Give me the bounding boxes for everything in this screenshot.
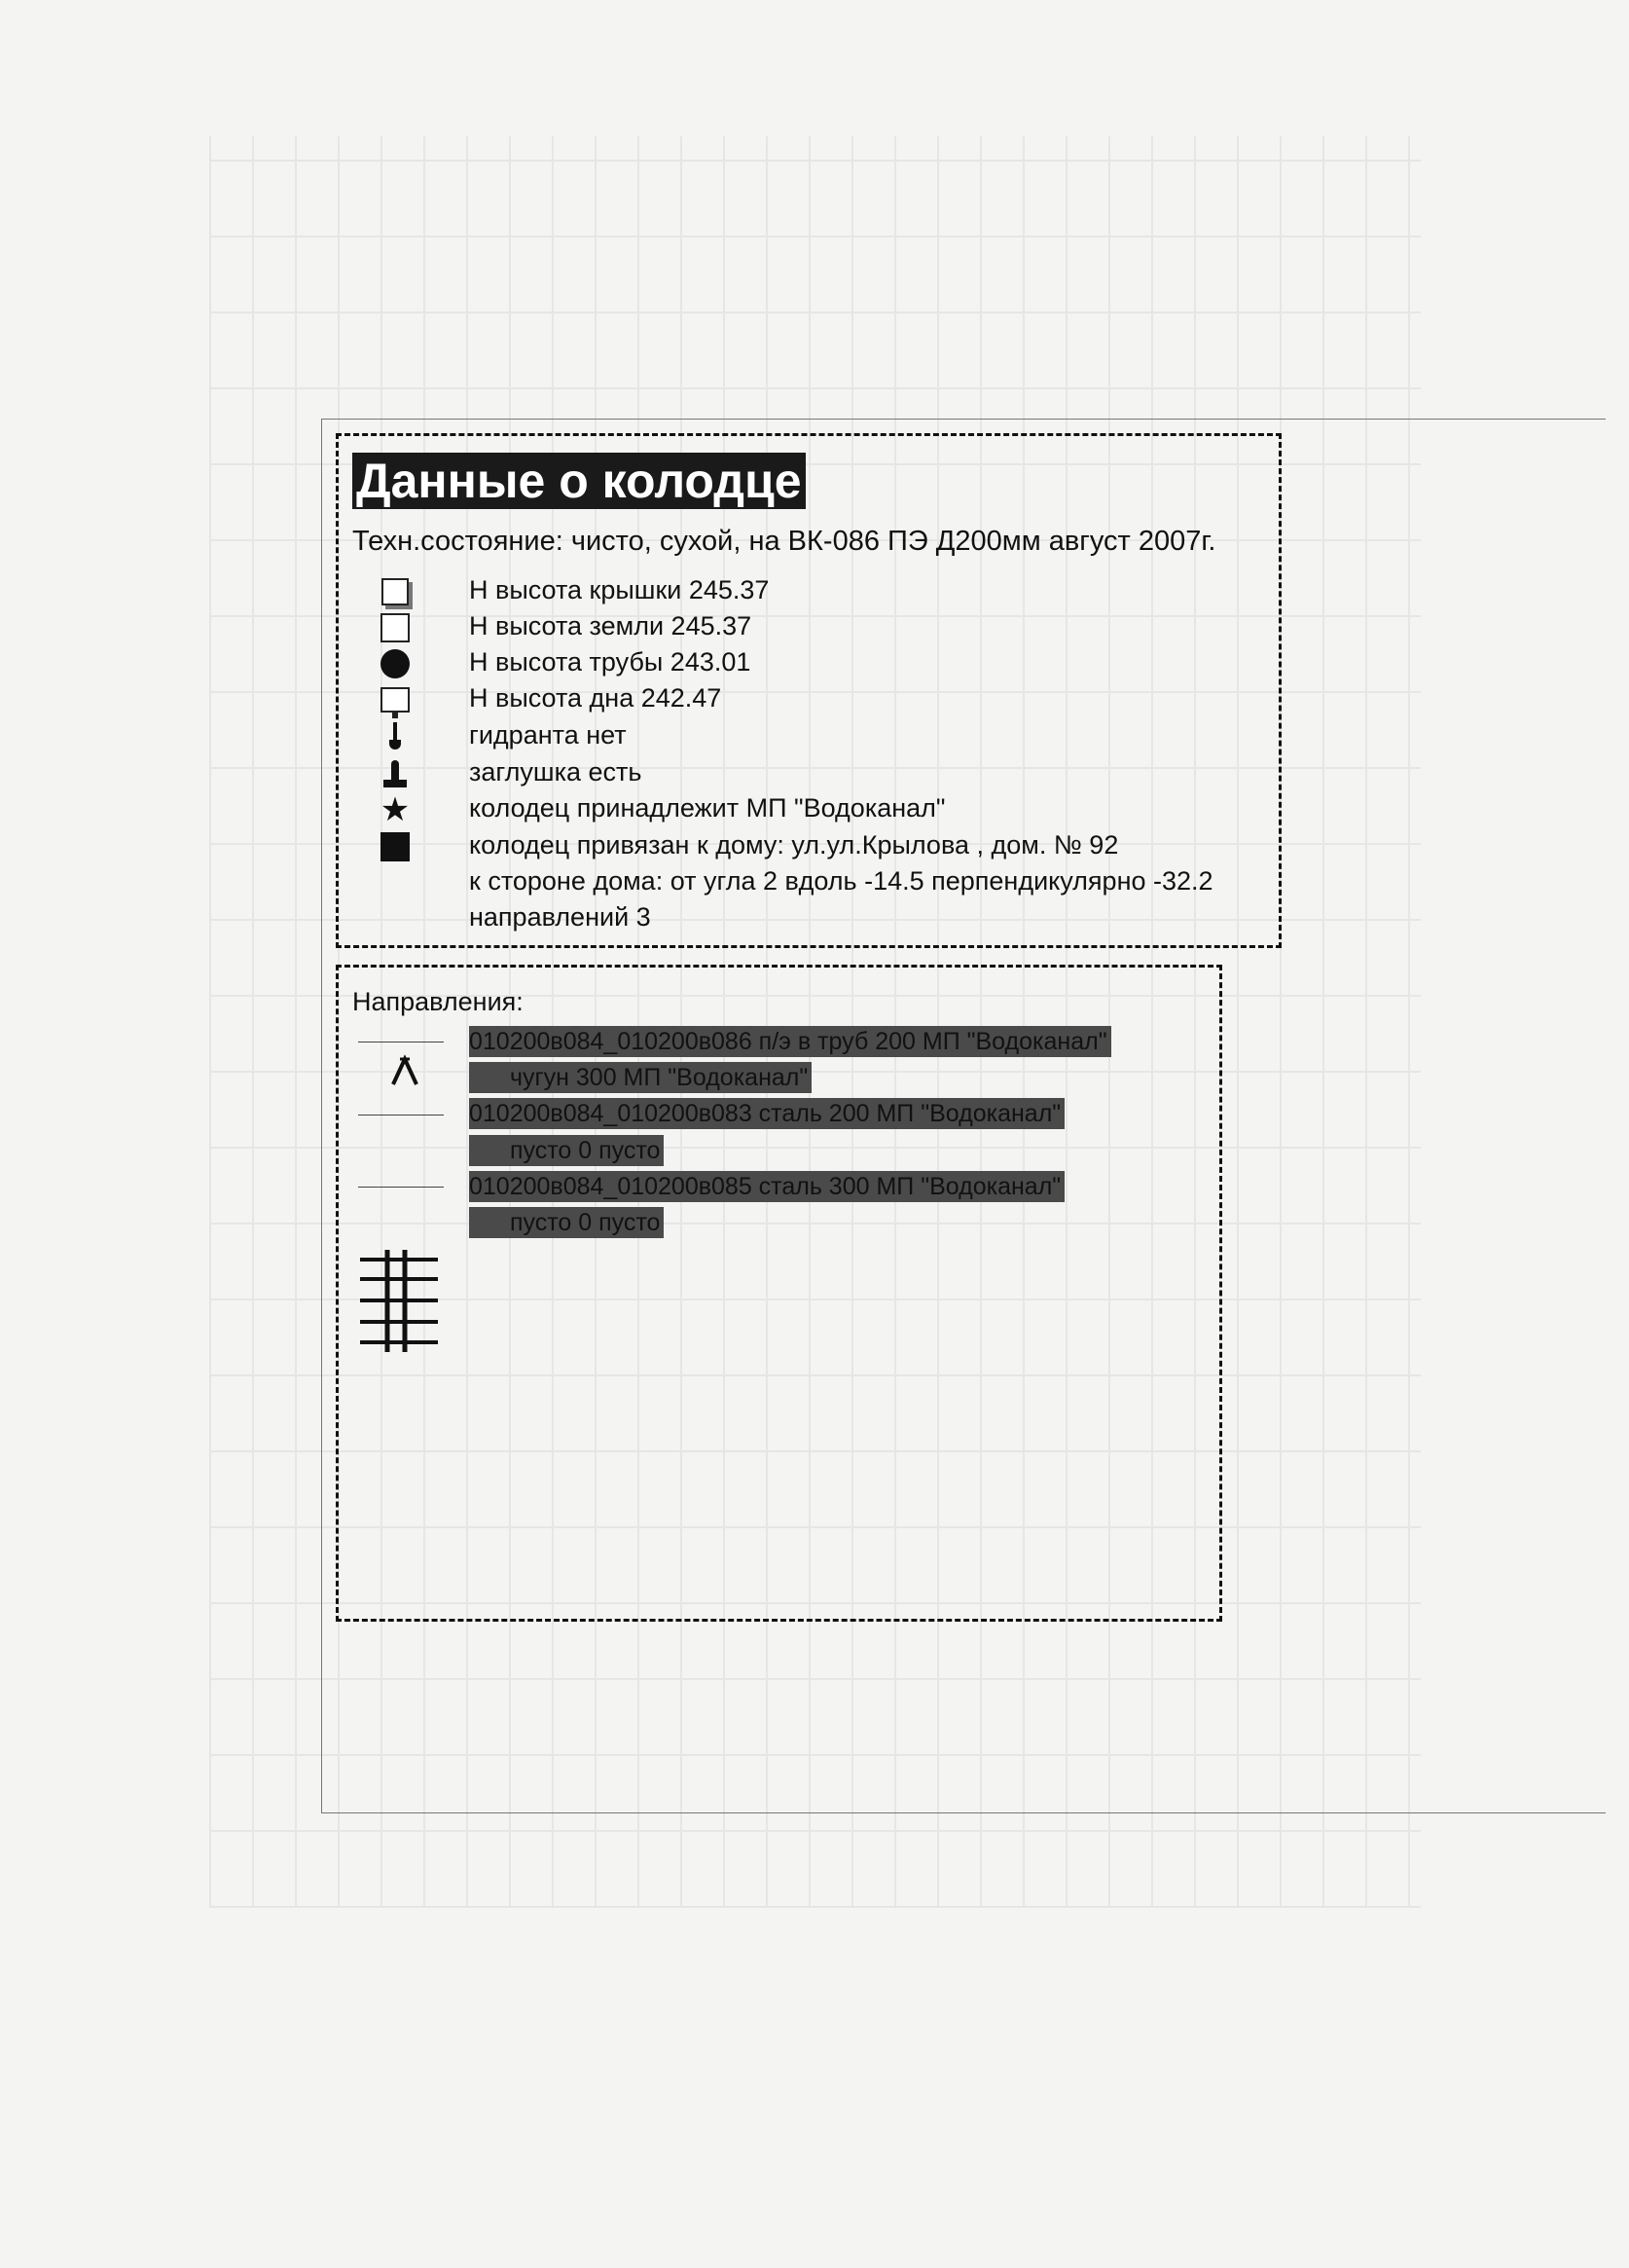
frame-border-left [321, 419, 322, 1812]
arrow-up-icon [387, 1053, 422, 1088]
tech-state-text: Техн.состояние: чисто, сухой, на ВК-086 ПЭ Д200мм август 2007г. [352, 526, 1216, 557]
panel-title: Данные о колодце [352, 453, 806, 509]
hydrant-icon [376, 721, 415, 752]
house-square-icon [376, 831, 415, 862]
direction-line-2 [358, 1115, 444, 1116]
direction-2-main: 010200в084_010200в083 сталь 200 МП "Водоканал" [469, 1098, 1065, 1129]
direction-2-sub: пусто 0 пусто [469, 1135, 664, 1166]
direction-line-3 [358, 1187, 444, 1188]
plug-icon [376, 758, 415, 789]
bottom-square-icon [376, 684, 415, 715]
star-icon: ★ [380, 791, 411, 828]
direction-1-sub: чугун 300 МП "Водоканал" [469, 1062, 812, 1093]
direction-3-main: 010200в084_010200в085 сталь 300 МП "Водоканал" [469, 1171, 1065, 1202]
pipe-circle-icon [376, 648, 415, 679]
well-data-panel: Данные о колодце Техн.состояние: чисто, сухой, на ВК-086 ПЭ Д200мм август 2007г. Н высота крышки 245.37 Н высота земли 245.37 Н высота трубы 243.01 Н высота дна 242.47 гидранта нет заглушка есть ★ колодец принадлежит МП "Водоканал" колодец привязан к дому: ул.ул.Крылова , дом. № 92 к стороне дома: от угла 2 вдоль -14.5 перпендикулярно -32.2 направлений 3 [336, 433, 1282, 948]
direction-3-sub: пусто 0 пусто [469, 1207, 664, 1238]
frame-border-top [321, 419, 1606, 420]
directions-label: Направления: [352, 987, 524, 1016]
ground-square-icon [376, 612, 415, 643]
direction-1-main: 010200в084_010200в086 п/э в труб 200 МП "Водоканал" [469, 1026, 1111, 1057]
pipe-grid-icon [360, 1250, 438, 1352]
lid-square-icon [376, 576, 415, 607]
directions-panel [336, 965, 1222, 1622]
direction-line-1 [358, 1042, 444, 1043]
frame-border-bottom [321, 1812, 1606, 1813]
